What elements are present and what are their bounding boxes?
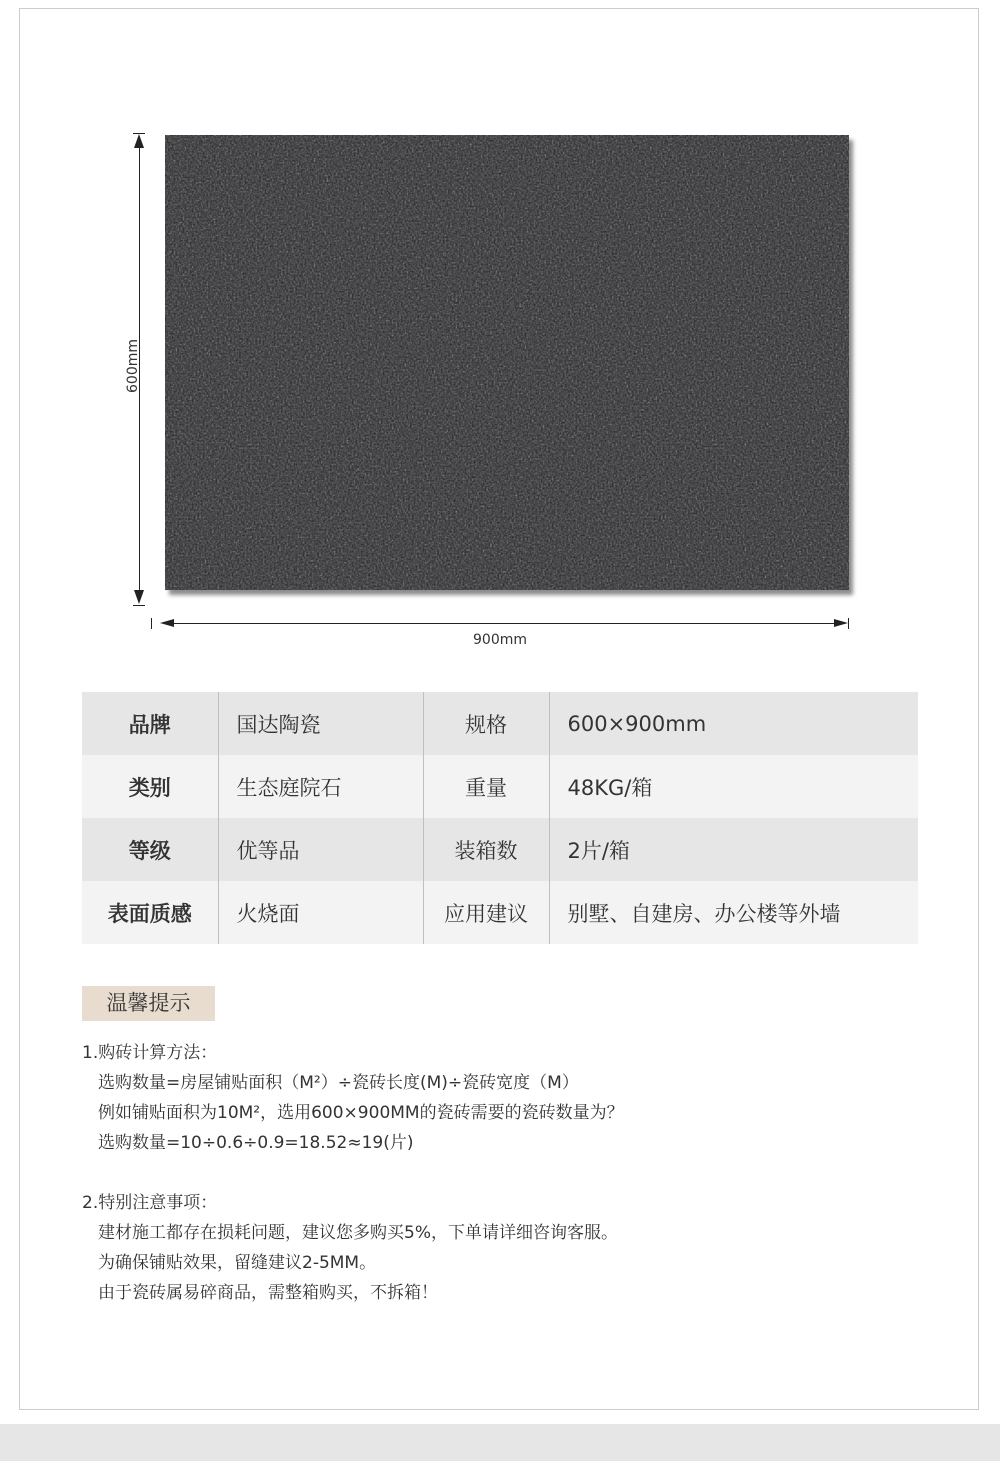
table-row	[82, 881, 918, 944]
spec-key: 应用建议	[423, 881, 549, 944]
spec-value: 生态庭院石	[218, 755, 423, 818]
tips-section	[82, 1038, 942, 1308]
arrow-left-icon	[160, 619, 174, 627]
arrow-up-icon	[134, 134, 144, 148]
arrow-right-icon	[834, 619, 848, 627]
spec-key: 表面质感	[82, 881, 218, 944]
height-label: 600mm	[125, 339, 141, 393]
tips-heading-calculation: 1.购砖计算方法：	[82, 1043, 218, 1063]
tips-line: 为确保铺贴效果，留缝建议2-5MM。	[98, 1253, 377, 1273]
width-dimension-line	[165, 623, 845, 624]
height-dimension-cap-bottom	[133, 605, 145, 606]
tips-badge: 温馨提示	[82, 986, 215, 1021]
spec-value: 600×900mm	[549, 692, 918, 755]
table-row	[82, 755, 918, 818]
width-dimension-cap-left	[151, 618, 152, 629]
tips-line: 由于瓷砖属易碎商品，需整箱购买，不拆箱！	[98, 1283, 438, 1303]
spec-value: 别墅、自建房、办公楼等外墙	[549, 881, 918, 944]
width-dimension-cap-right	[848, 618, 849, 629]
spec-table	[82, 692, 918, 944]
spec-value: 国达陶瓷	[218, 692, 423, 755]
spec-key: 品牌	[82, 692, 218, 755]
spec-value: 2片/箱	[549, 818, 918, 881]
tips-line: 建材施工都存在损耗问题，建议您多购买5%，下单请详细咨询客服。	[98, 1223, 618, 1243]
spec-value: 48KG/箱	[549, 755, 918, 818]
tips-heading-notes: 2.特别注意事项：	[82, 1193, 218, 1213]
spec-key: 等级	[82, 818, 218, 881]
tile-image	[165, 135, 849, 590]
width-label: 900mm	[473, 632, 527, 648]
arrow-down-icon	[134, 590, 144, 604]
tips-line: 例如铺贴面积为10M²，选用600×900MM的瓷砖需要的瓷砖数量为？	[98, 1103, 624, 1123]
spec-key: 类别	[82, 755, 218, 818]
spec-key: 装箱数	[423, 818, 549, 881]
spec-value: 优等品	[218, 818, 423, 881]
spec-key: 规格	[423, 692, 549, 755]
tips-line: 选购数量=10÷0.6÷0.9=18.52≈19(片)	[98, 1133, 414, 1153]
spec-key: 重量	[423, 755, 549, 818]
tips-line: 选购数量=房屋铺贴面积（M²）÷瓷砖长度(M)÷瓷砖宽度（M）	[98, 1073, 579, 1093]
bottom-band	[0, 1424, 1000, 1461]
table-row	[82, 818, 918, 881]
spec-value: 火烧面	[218, 881, 423, 944]
table-row	[82, 692, 918, 755]
